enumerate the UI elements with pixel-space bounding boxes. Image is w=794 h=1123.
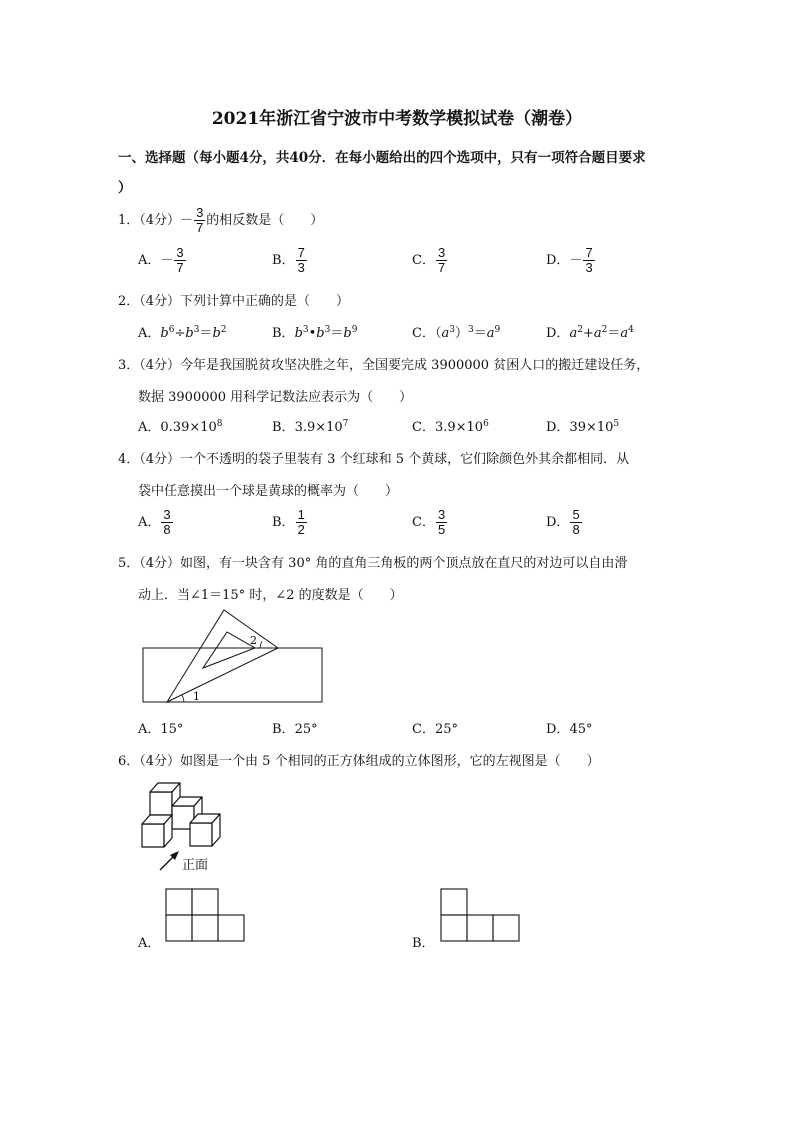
math-exp: 3 [193, 325, 200, 335]
q6-option-b-view [440, 888, 522, 944]
math-var: b [212, 326, 221, 341]
option-label: A． [138, 722, 161, 737]
angle-1-label: 1 [193, 690, 200, 703]
q4-option-b [272, 508, 308, 537]
q6-option-b-label: B． [412, 936, 435, 951]
q2-option-d [546, 322, 634, 341]
fraction-numerator: 7 [297, 245, 305, 260]
q1-option-a [138, 246, 187, 275]
q5-option-b [272, 718, 318, 737]
option-label: A． [138, 253, 161, 268]
option-label: A． [138, 420, 161, 435]
option-value: 39×10 [569, 420, 614, 435]
math-op: ＝ [330, 326, 344, 341]
question-1-suffix: 的相反数是（ ） [206, 213, 324, 228]
option-label: B． [272, 420, 295, 435]
math-op: ） [454, 326, 468, 341]
math-exp: 6 [168, 325, 175, 335]
option-label: B． [272, 253, 295, 268]
option-label: B． [272, 722, 295, 737]
math-op: ÷ [174, 326, 186, 341]
math-exp: 6 [483, 419, 489, 429]
option-label: D． [546, 420, 570, 435]
math-op: ＝ [607, 326, 621, 341]
question-4: 4．（4分）一个不透明的袋子里装有 3 个红球和 5 个黄球，它们除颜色外其余都相同．从 [118, 452, 630, 467]
fraction-denominator: 7 [196, 220, 204, 235]
math-op: （ [434, 326, 442, 341]
math-exp: 3 [467, 325, 474, 335]
math-op: • [308, 326, 317, 341]
option-fraction [161, 508, 172, 537]
angle-1-arc [182, 695, 184, 702]
math-exp: 9 [351, 325, 358, 335]
page-title: 2021年浙江省宁波市中考数学模拟试卷（潮卷） [211, 109, 583, 129]
math-exp: 2 [577, 325, 583, 335]
fraction-numerator: 1 [297, 507, 305, 522]
math-exp: 3 [324, 325, 331, 335]
math-var: b [294, 326, 303, 341]
q4-option-c [412, 508, 448, 537]
fraction-numerator: 3 [437, 245, 446, 260]
option-label: C． [412, 420, 435, 435]
q2-option-b [272, 322, 357, 341]
math-exp: 2 [601, 325, 608, 335]
option-value: 15° [160, 722, 184, 737]
fraction-numerator: 3 [176, 245, 184, 260]
option-label: D． [546, 253, 570, 268]
option-fraction [436, 246, 447, 275]
option-fraction [174, 246, 185, 275]
math-op: ＝ [473, 326, 487, 341]
math-exp: 3 [302, 325, 309, 335]
cube-bottom-left [142, 815, 172, 847]
fraction-denominator: 7 [176, 260, 184, 275]
option-label: C． [412, 326, 435, 341]
math-var: a [486, 326, 495, 341]
q3-option-a [138, 416, 223, 435]
option-fraction [570, 508, 581, 537]
angle-2-label: 2 [250, 634, 257, 647]
cube-bottom-right [190, 814, 220, 846]
question-5-cont: 动上．当∠1＝15° 时，∠2 的度数是（ ） [138, 588, 403, 603]
math-exp: 4 [628, 325, 634, 335]
question-5: 5．（4分）如图，有一块含有 30° 角的直角三角板的两个顶点放在直尺的对边可以自由滑 [118, 556, 628, 571]
math-exp: 3 [449, 325, 455, 335]
option-sign: － [569, 253, 583, 268]
option-label: D． [546, 326, 570, 341]
q5-option-a [138, 718, 183, 737]
fraction-numerator: 3 [163, 507, 171, 522]
option-value: 3.9×10 [434, 420, 484, 435]
option-sign: － [160, 253, 174, 268]
math-exp: 5 [613, 419, 620, 429]
fraction-denominator: 7 [437, 260, 446, 275]
fraction-denominator: 8 [572, 522, 580, 537]
ruler [143, 648, 322, 702]
question-4-cont: 袋中任意摸出一个球是黄球的概率为（ ） [138, 484, 399, 499]
q3-option-c [412, 416, 489, 435]
section-heading: 一、选择题（每小题4分，共40分．在每小题给出的四个选项中，只有一项符合题目要求 [118, 150, 646, 166]
fraction-denominator: 3 [297, 260, 305, 275]
option-value: 25° [294, 722, 318, 737]
q3-option-d [546, 416, 619, 435]
math-var: a [441, 326, 450, 341]
question-3: 3．（4分）今年是我国脱贫攻坚决胜之年，全国要完成 3900000 贫困人口的搬迁建设任务， [118, 358, 650, 373]
front-label: 正面 [182, 857, 209, 872]
fraction-denominator: 2 [297, 522, 305, 537]
option-label: A． [138, 515, 161, 530]
question-1-fraction [194, 206, 205, 235]
math-exp: 8 [216, 419, 223, 429]
fraction-denominator: 3 [585, 260, 593, 275]
math-var: b [343, 326, 352, 341]
option-label: D． [546, 722, 570, 737]
q1-option-d [546, 246, 596, 275]
option-label: B． [272, 326, 295, 341]
option-value: 3.9×10 [294, 420, 343, 435]
q1-option-c [412, 246, 448, 275]
math-var: b [316, 326, 325, 341]
option-label: C． [412, 515, 435, 530]
option-label: C． [412, 253, 435, 268]
math-exp: 9 [494, 325, 501, 335]
fraction-denominator: 5 [437, 522, 446, 537]
math-op: ＝ [199, 326, 213, 341]
math-var: a [569, 326, 578, 341]
q2-option-c [412, 322, 500, 341]
q4-option-a [138, 508, 174, 537]
option-fraction [296, 246, 307, 275]
option-label: B． [272, 515, 295, 530]
math-var: a [620, 326, 629, 341]
option-label: C． [412, 722, 435, 737]
math-op: + [582, 326, 594, 341]
q1-option-b [272, 246, 308, 275]
math-exp: 2 [220, 325, 227, 335]
math-var: b [160, 326, 169, 341]
option-fraction [296, 508, 307, 537]
question-1-prefix: 1．（4分） [118, 213, 181, 228]
fraction-numerator: 3 [437, 507, 446, 522]
option-value: 0.39×10 [160, 420, 217, 435]
q6-option-a-view [165, 888, 247, 944]
math-var: a [593, 326, 602, 341]
triangle-outer [167, 610, 278, 702]
fraction-numerator: 7 [585, 245, 593, 260]
math-var: b [185, 326, 194, 341]
fraction-numerator: 5 [572, 507, 580, 522]
q5-option-d [546, 718, 592, 737]
q5-option-c [412, 718, 458, 737]
math-exp: 7 [342, 419, 349, 429]
fraction-denominator: 8 [163, 522, 171, 537]
q3-option-b [272, 416, 348, 435]
question-6: 6．（4分）如图是一个由 5 个相同的正方体组成的立体图形，它的左视图是（ ） [118, 754, 600, 769]
q2-option-a [138, 322, 227, 341]
option-fraction [436, 508, 447, 537]
option-value: 45° [569, 722, 593, 737]
option-fraction [583, 246, 594, 275]
question-1-neg: － [180, 213, 194, 228]
question-1 [118, 206, 323, 235]
ruler-triangle-figure [140, 604, 330, 708]
option-label: A． [138, 326, 161, 341]
question-3-cont: 数据 3900000 用科学记数法应表示为（ ） [138, 390, 413, 405]
section-heading-cont: ） [118, 180, 132, 196]
q4-option-d [546, 508, 583, 537]
fraction-numerator: 3 [196, 205, 204, 220]
option-label: D． [546, 515, 570, 530]
question-2: 2．（4分）下列计算中正确的是（ ） [118, 294, 350, 309]
option-value: 25° [434, 722, 458, 737]
angle-2-arc [260, 641, 262, 648]
q6-option-a-label: A． [138, 936, 161, 951]
